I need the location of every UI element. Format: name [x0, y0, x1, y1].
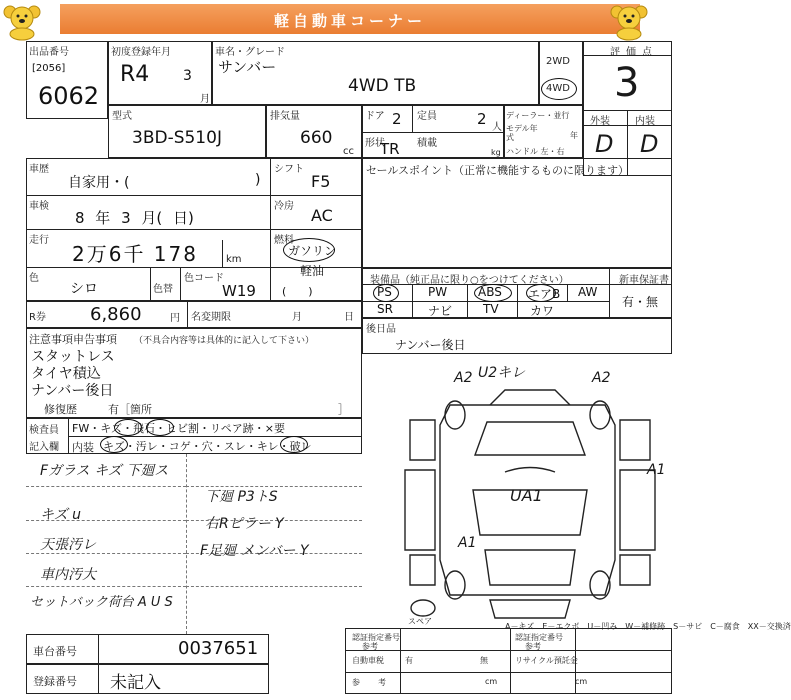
ac-label: 冷房 [274, 201, 294, 212]
diagram-top-left: A2 [454, 370, 473, 386]
cm-label-2: cm [575, 677, 588, 686]
type-value: 3BD-S510J [132, 128, 222, 148]
hw-left-4: 車内汚大 [40, 567, 96, 583]
capacity-label: 定員 [417, 111, 437, 122]
diagram-top-right: A2 [592, 370, 611, 386]
diagram-right-label: A1 [647, 462, 666, 478]
equip-navi: ナビ [428, 304, 453, 318]
notes-line-1: スタットレス [31, 349, 115, 365]
header-banner [60, 4, 640, 34]
cc-unit: cc [343, 146, 354, 157]
color-code-label: 色コード [184, 273, 224, 284]
km-unit: km [226, 254, 242, 265]
guarantee-label: 新車保証書 [619, 275, 669, 286]
model-label: 車名・グレード [215, 47, 285, 58]
hw-right-1: 下廻 P3トS [205, 489, 278, 505]
sales-point-title: セールスポイント（正常に機能するものに限ります） [366, 164, 630, 177]
inspection-value: 8 年 3 月( 日) [75, 209, 194, 227]
drive-4wd: 4WD [546, 83, 570, 94]
mileage-label: 走行 [29, 235, 49, 246]
hw-right-3: F足廻 メンバー Y [200, 543, 309, 559]
equip-abs: ABS [478, 285, 502, 299]
cert-ref: 参考 [362, 642, 378, 651]
legend-text: A－キズ E－エクボ U－凹み W－補修跡 S－サビ C－腐食 XX－交換済 [505, 622, 791, 631]
notes-line-3: ナンバー後日 [31, 383, 114, 399]
notes-subtitle: （不具合内容等は具体的に記入して下さい） [134, 336, 315, 346]
interior-grade: D [640, 130, 659, 158]
int-scratch-circle [100, 436, 128, 453]
chassis-value: 0037651 [178, 638, 259, 659]
lot-label: 出品番号 [29, 47, 69, 58]
score-label: 評価点 [610, 47, 658, 58]
era-value: R4 [120, 62, 150, 87]
history-label: 車歴 [29, 164, 49, 175]
registered-label: 認証指定番号 [515, 633, 563, 642]
name-change-unit: 月 [292, 312, 302, 323]
diagram-spare-label: スペア [408, 617, 432, 626]
registered-ref: 参考 [525, 642, 541, 651]
month-unit: 月 [200, 94, 210, 105]
color-value: シロ [70, 281, 98, 297]
type-label: 型式 [112, 111, 132, 122]
capacity-value: 2 [477, 110, 487, 128]
dealer-label: ディーラー・並行 [506, 111, 570, 120]
ext-scratch-circle [114, 419, 142, 436]
fuel-paren: ( ) [282, 285, 313, 298]
car-name: サンバー [218, 58, 277, 76]
year-unit: 年 [570, 131, 578, 140]
displacement-label: 排気量 [270, 111, 300, 122]
equip-ps: PS [377, 285, 392, 299]
fuel-gasoline: ガソリン [288, 244, 337, 258]
teddy-bear-icon [2, 4, 42, 40]
diagram-center-label: UA1 [510, 486, 543, 505]
persons-unit: 人 [492, 122, 502, 133]
tax-label: 自動車税 [352, 656, 384, 665]
load-label: 積載 [417, 138, 437, 149]
inspector-label-2: 記入欄 [29, 442, 59, 453]
lot-small: [2056] [32, 63, 66, 74]
recycle-label: R券 [29, 312, 46, 323]
rear-item-value: ナンバー後日 [395, 338, 466, 352]
equipment-title: 装備品（純正品に限り○をつけてください） [370, 275, 569, 286]
history-value: 自家用・( [68, 175, 130, 191]
interior-label: 内装 [635, 116, 655, 127]
teddy-bear-icon [609, 4, 649, 40]
notes-title: 注意事項申告事項 [29, 333, 117, 346]
diagram-left-label: A1 [458, 535, 477, 551]
shape-label: 形状 [365, 138, 385, 149]
color-label: 色 [29, 273, 39, 284]
cert-label: 認証指定番号 [352, 633, 400, 642]
equip-sr: SR [377, 302, 393, 316]
shift-label: シフト [274, 164, 304, 175]
tax-yes: 有 [405, 656, 413, 665]
exterior-grade: D [595, 130, 614, 158]
chassis-label: 車台番号 [33, 645, 77, 658]
hw-left-5: セットバック荷台 A U S [30, 595, 173, 610]
exterior-label: 外装 [590, 116, 610, 127]
grade-value: 4WD TB [348, 76, 417, 96]
recycle-row-label: リサイクル預託金 [515, 656, 578, 665]
hw-left-2: キズ u [40, 507, 82, 523]
history-close: ) [255, 172, 261, 188]
notes-line-2: タイヤ積込 [31, 366, 101, 382]
equip-pw: PW [428, 285, 448, 299]
guarantee-value: 有・無 [622, 295, 659, 309]
mileage-value: 2万6千 178 [72, 242, 198, 266]
reg-label: 初度登録年月 [111, 47, 171, 58]
handle-label: ハンドル 左・右 [506, 147, 565, 156]
name-change-day: 日 [344, 312, 354, 323]
cm-label: cm [485, 677, 498, 686]
equip-leather: カワ [530, 304, 555, 318]
ref-small-2: 考 [378, 678, 386, 687]
recycle-value: 6,860 [90, 304, 142, 325]
month-value: 3 [183, 68, 192, 84]
kg-unit: kg [491, 148, 501, 157]
diagram-top-center: U2キレ [478, 365, 526, 381]
lot-number: 6062 [38, 82, 100, 110]
regno-label: 登録番号 [33, 675, 77, 688]
fuel-label: 燃料 [274, 235, 294, 246]
tax-none: 無 [480, 656, 488, 665]
repair-value: 有［箇所 [108, 403, 152, 416]
color-code-value: W19 [222, 282, 256, 300]
doors-label: ドア [365, 111, 385, 122]
inspection-label: 車検 [29, 201, 49, 212]
ext-chip-circle [146, 419, 174, 436]
inspector-label-1: 検査員 [29, 425, 59, 436]
score-value: 3 [614, 60, 640, 106]
inspector-ext-items: FW・キズ・飛石・ヒビ割・リペア跡・×要 [72, 422, 285, 435]
color-change-label: 色替 [153, 284, 173, 295]
header-title: 軽自動車コーナー [273, 12, 426, 30]
hw-left-1: Fガラス キズ 下廻ス [40, 463, 169, 479]
int-rub-circle [280, 436, 308, 453]
repair-label: 修復歴 [44, 403, 77, 416]
equip-aw: AW [578, 285, 598, 299]
hw-left-3: 天張汚レ [40, 537, 96, 553]
name-change-label: 名変期限 [191, 312, 231, 323]
equip-tv: TV [483, 302, 499, 316]
shape-value: TR [380, 140, 400, 158]
ref-small-1: 参 [352, 678, 360, 687]
yen-unit: 円 [170, 313, 180, 324]
repair-close: ］ [338, 403, 349, 416]
drive-2wd: 2WD [546, 56, 570, 67]
rear-item-label: 後日品 [366, 324, 396, 335]
displacement-value: 660 [300, 128, 333, 148]
equip-airbag: エアB [528, 287, 561, 301]
shift-value: F5 [311, 172, 331, 191]
ac-value: AC [311, 206, 333, 225]
hw-right-2: 右Rピラー Y [205, 516, 284, 532]
inspector-int-label: 内装 [72, 441, 94, 454]
model-year-label: モデル年式 [506, 124, 538, 142]
fuel-diesel: 軽油 [300, 264, 325, 278]
doors-value: 2 [392, 110, 402, 128]
regno-value: 未記入 [110, 673, 161, 693]
inspector-int-items: キズ・汚レ・コゲ・穴・スレ・キレ・破レ [103, 440, 312, 453]
